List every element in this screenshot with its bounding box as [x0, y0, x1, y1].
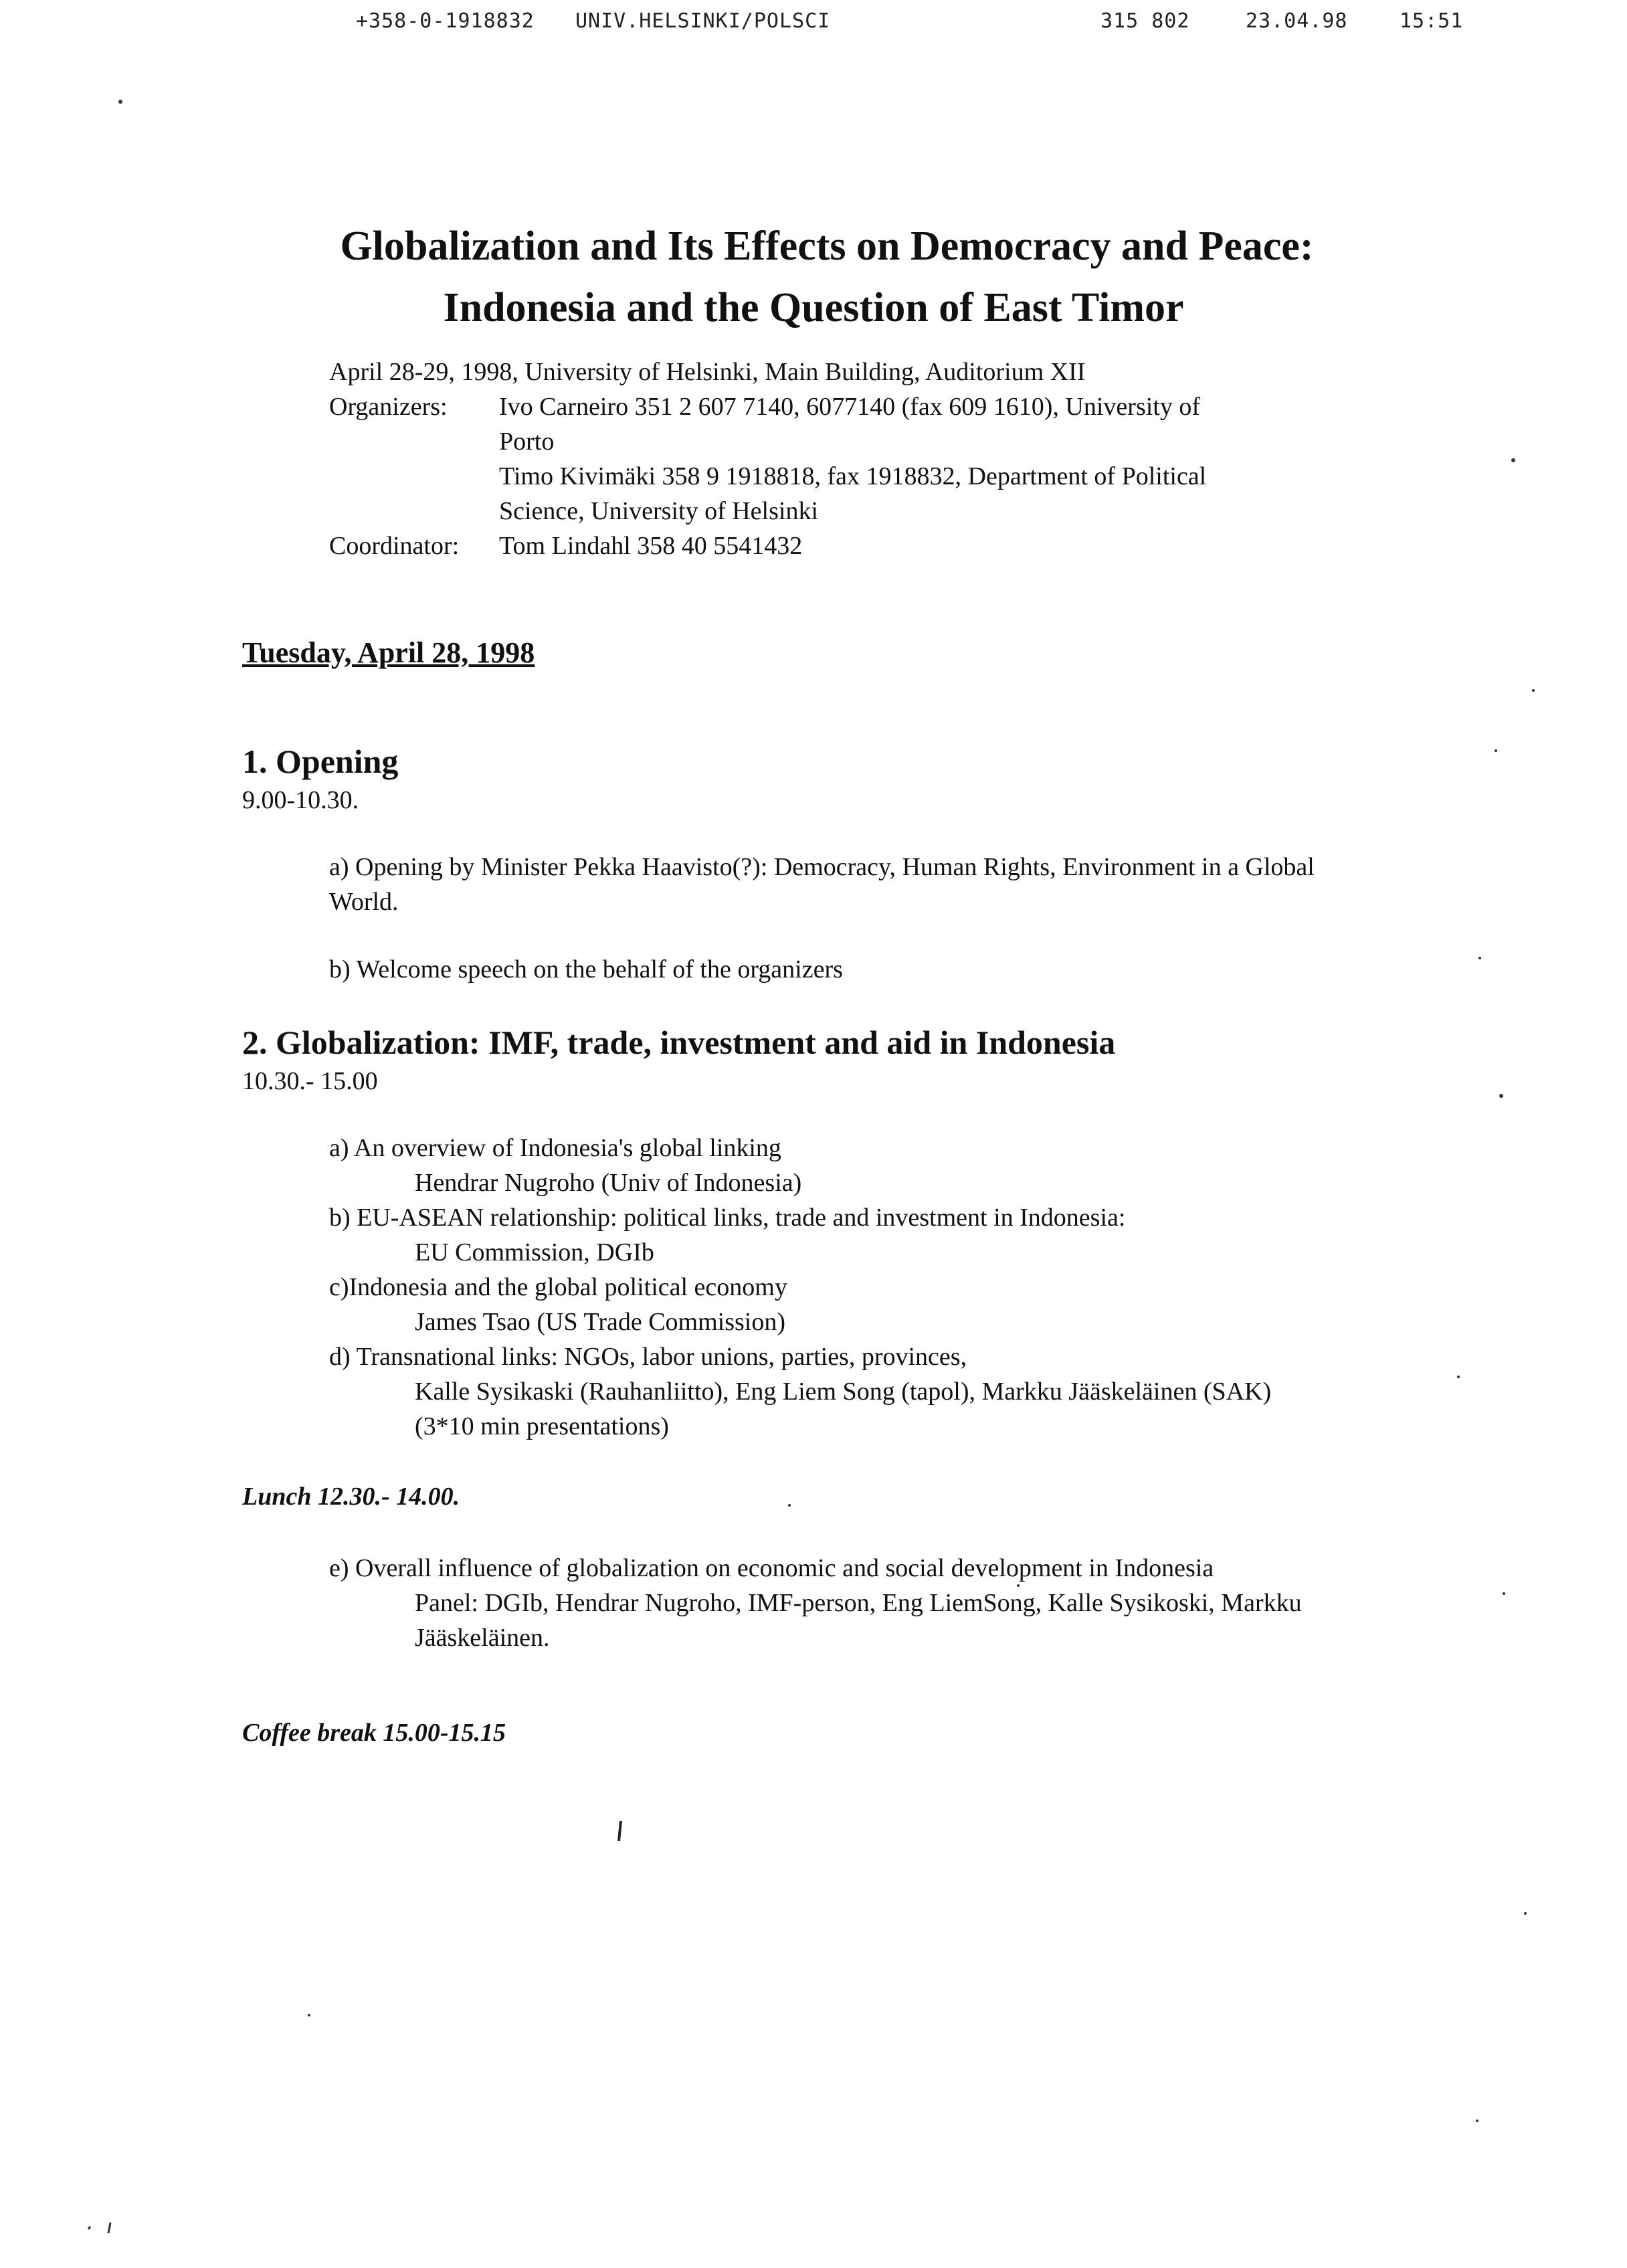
- item-text: d) Transnational links: NGOs, labor unions, parties, provinces,: [329, 1343, 967, 1371]
- item-speaker: Hendrar Nugroho (Univ of Indonesia): [415, 1169, 802, 1197]
- section-time: 9.00-10.30.: [242, 786, 359, 814]
- list-item: [329, 1339, 1333, 1444]
- title-line-2: Indonesia and the Question of East Timor: [443, 285, 1184, 330]
- item-text: b) EU-ASEAN relationship: political links, trade and investment in Indonesia:: [329, 1204, 1126, 1232]
- list-item: [329, 1200, 1333, 1270]
- lunch-break: Lunch 12.30.- 14.00.: [242, 1483, 460, 1511]
- item-text: c)Indonesia and the global political economy: [329, 1273, 787, 1301]
- organizer-line: Science, University of Helsinki: [499, 497, 819, 525]
- organizers-label: Organizers:: [329, 393, 448, 421]
- item-speaker: Kalle Sysikaski (Rauhanliitto), Eng Liem Song (tapol), Markku Jääskeläinen (SAK) (3*10 min presentations): [415, 1378, 1272, 1440]
- section-time: 10.30.- 15.00: [242, 1067, 378, 1095]
- item-speaker: James Tsao (US Trade Commission): [415, 1308, 786, 1336]
- organizer-line: Ivo Carneiro 351 2 607 7140, 6077140 (fax 609 1610), University of: [499, 393, 1201, 421]
- opening-item-b: [329, 952, 1333, 987]
- item-text: a) An overview of Indonesia's global linking: [329, 1134, 781, 1162]
- item-text: a) Opening by Minister Pekka Haavisto(?): Democracy, Human Rights, Environment in a Global World.: [329, 853, 1315, 916]
- coordinator-label: Coordinator:: [329, 532, 460, 560]
- organizers-list: [499, 389, 1333, 529]
- day-heading: Tuesday, April 28, 1998: [242, 636, 535, 669]
- organizer-line: Timo Kivimäki 358 9 1918818, fax 1918832, Department of Political: [499, 462, 1207, 490]
- event-info: [329, 355, 1333, 563]
- fax-time: 15:51: [1400, 9, 1464, 33]
- item-text: b) Welcome speech on the behalf of the organizers: [329, 955, 843, 983]
- coordinator-value: Tom Lindahl 358 40 5541432: [499, 532, 803, 560]
- coffee-break: Coffee break 15.00-15.15: [242, 1719, 506, 1747]
- venue-line: April 28-29, 1998, University of Helsinki, Main Building, Auditorium XII: [329, 358, 1086, 386]
- list-item: [329, 1270, 1333, 1339]
- coordinator-row: [329, 529, 1333, 563]
- list-item: [329, 1131, 1333, 1200]
- item-panel: Panel: DGIb, Hendrar Nugroho, IMF-person, Eng LiemSong, Kalle Sysikoski, Markku Jääskeläinen.: [415, 1589, 1302, 1652]
- fax-date: 23.04.98: [1246, 9, 1348, 33]
- item-speaker: EU Commission, DGIb: [415, 1238, 654, 1266]
- document-title: [0, 215, 1627, 339]
- title-line-1: Globalization and Its Effects on Democracy and Peace:: [340, 223, 1314, 269]
- section-title: 1. Opening: [242, 743, 399, 780]
- fax-sender: UNIV.HELSINKI/POLSCI: [575, 9, 831, 33]
- organizers-row: [329, 389, 1333, 529]
- item-text: e) Overall influence of globalization on economic and social development in Indonesia: [329, 1554, 1214, 1582]
- section-title: 2. Globalization: IMF, trade, investment and aid in Indonesia: [242, 1024, 1116, 1061]
- globalization-items: [329, 1131, 1333, 1444]
- opening-item-a: [329, 850, 1333, 919]
- section-opening: [242, 739, 1446, 817]
- fax-page: 315 802: [1100, 9, 1190, 33]
- fax-number: +358-0-1918832: [356, 9, 535, 33]
- fax-header: [0, 9, 1627, 43]
- section-globalization: [242, 1020, 1446, 1098]
- afternoon-item-e: [329, 1551, 1333, 1655]
- organizer-line: Porto: [499, 428, 555, 456]
